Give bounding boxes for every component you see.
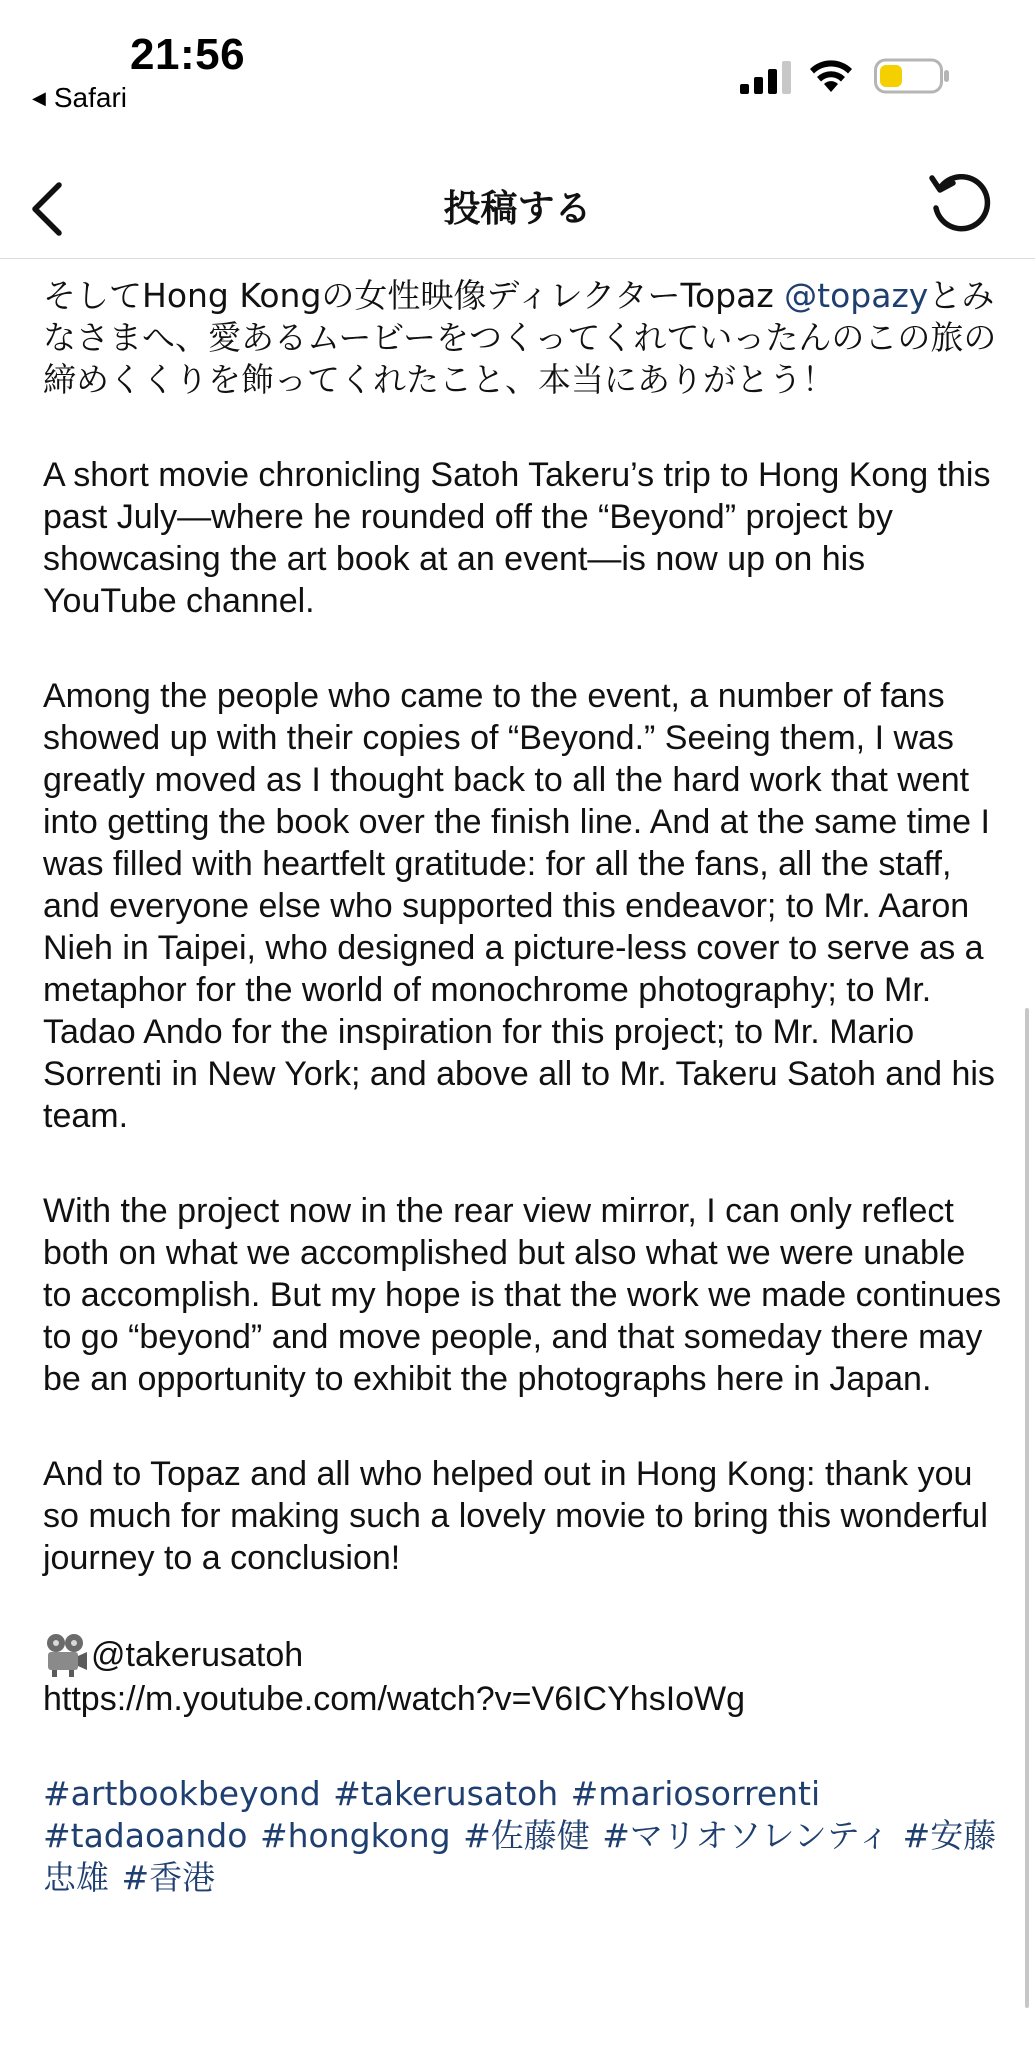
hashtag-link[interactable]: #安藤忠雄 [43,1816,997,1897]
hashtag-link[interactable]: #マリオソレンティ [602,1816,891,1855]
hashtag-list [43,1773,1003,1899]
hashtag-link[interactable]: #hongkong [259,1816,451,1855]
mention-link-topazy[interactable]: @topazy [784,276,929,315]
jp-intro-text-before: そしてHong Kongの女性映像ディレクターTopaz [43,276,785,315]
status-bar [0,0,1035,160]
credit-line [43,1632,1003,1678]
cellular-signal-icon [740,60,792,94]
hashtag-link[interactable]: #佐藤健 [463,1816,590,1855]
status-time: 21:56 [130,30,246,79]
scrollbar-thumb[interactable] [1025,1008,1029,2008]
caption-paragraph-4: And to Topaz and all who helped out in Hong Kong: thank you so much for making such a lovely movie to bring this wonderful journey to a conclusion! [43,1455,988,1577]
caption-paragraph-2: Among the people who came to the event, a number of fans showed up with their copies of “Beyond.” Seeing them, I was greatly moved as I thought back to all the hard work that went into getting the book over the finish line. And at the same time I was filled with heartfelt gratitude: for all the fans, all the staff, and everyone else who supported this endeavor; to Mr. Aaron Nieh in Taipei, who designed a picture-less cover to serve as a metaphor for the world of monochrome photography; to Mr. Tadao Ando for the inspiration for this project; to Mr. Mario Sorrenti in New York; and above all to Mr. Takeru Satoh and his team. [43,677,995,1135]
scrollbar[interactable] [1025,258,1031,2048]
hashtag-link[interactable]: #artbookbeyond [43,1774,321,1813]
wifi-icon [808,58,854,94]
navigation-bar [0,160,1035,259]
film-projector-icon [43,1632,89,1678]
battery-low-power-icon [874,58,950,94]
back-to-safari-button[interactable] [32,82,127,114]
caption-paragraph-3: With the project now in the rear view mirror, I can only reflect both on what we accomplished but also what we were unable to accomplish. But my hope is that the work we made continues to go “beyond” and move people, and that someday there may be an opportunity to exhibit the photographs here in Japan. [43,1192,1002,1398]
japanese-intro-paragraph [43,275,1003,401]
hashtag-link[interactable]: #tadaoando [43,1816,248,1855]
hashtag-link[interactable]: #香港 [121,1858,216,1897]
hashtag-link[interactable]: #takerusatoh [333,1774,559,1813]
page-title: 投稿する [443,187,592,230]
refresh-icon[interactable] [928,172,994,238]
jp-intro-text-after: とみなさまへ、愛あるムービーをつくってくれていったんのこの旅の締めくくりを飾ってくれたこと、本当にありがとう！ [43,276,997,399]
hashtag-link[interactable]: #mariosorrenti [570,1774,821,1813]
video-url-link[interactable]: https://m.youtube.com/watch?v=V6ICYhsIoWg [43,1680,746,1718]
caption-paragraph-1: A short movie chronicling Satoh Takeru’s trip to Hong Kong this past July—where he rounded off the “Beyond” project by showcasing the art book at an event—is now up on his YouTube channel. [43,456,991,620]
back-app-label: Safari [53,82,127,113]
post-caption [43,275,1003,1899]
back-triangle-icon: ◀ [32,88,46,108]
credit-handle[interactable]: @takerusatoh [91,1636,304,1674]
